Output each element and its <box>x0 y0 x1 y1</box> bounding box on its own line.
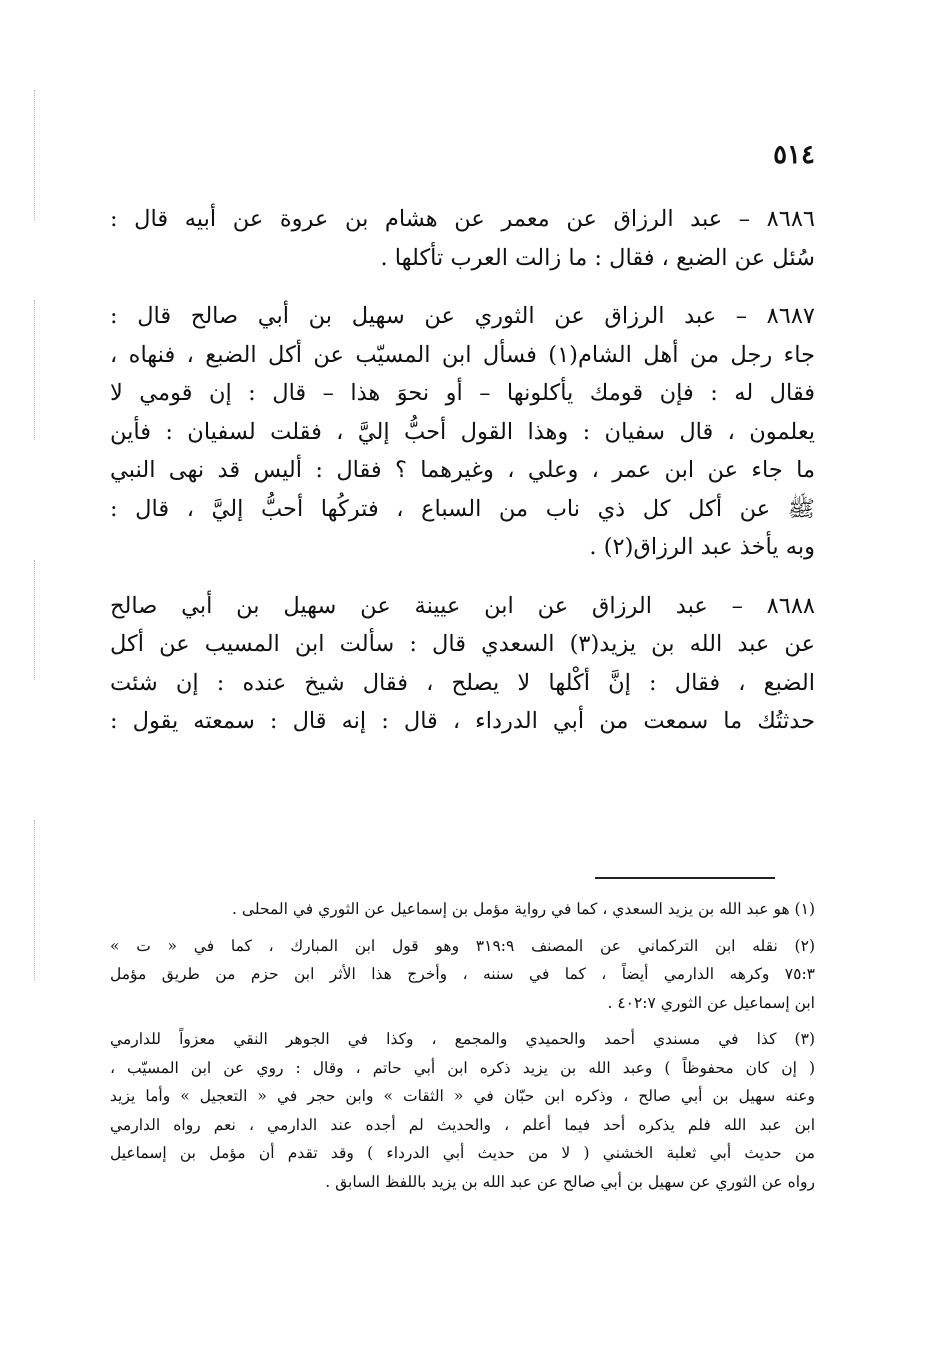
footnote-line: (٢) نقله ابن التركماني عن المصنف ٣١٩:٩ وهو قول ابن المبارك ، كما في « ت » <box>110 936 815 955</box>
scan-edge-mark <box>34 560 36 680</box>
scan-edge-mark <box>34 300 36 440</box>
footnote-3 <box>110 1025 815 1196</box>
footnote-line: من حديث أبي ثعلبة الخشني ( لا من حديث أبي الدرداء ) وقد تقدم أن مؤمل بن إسماعيل <box>110 1144 815 1162</box>
hadith-entry-8687 <box>110 297 815 567</box>
scan-edge-mark <box>34 90 36 220</box>
footnote-line: رواه عن الثوري عن سهيل بن أبي صالح عن عبد الله بن يزيد باللفظ السابق . <box>325 1172 815 1191</box>
footnote-line: (٣) كذا في مسندي أحمد والحميدي والمجمع ، وكذا في الجوهر النقي معزواً للدارمي <box>110 1030 815 1048</box>
text-line: جاء رجل من أهل الشام(١) فسأل ابن المسيّب عن أكل الضبع ، فنهاه ، <box>110 341 815 368</box>
text-line: سُئل عن الضبع ، فقال : ما زالت العرب تأكلها . <box>380 244 815 271</box>
hadith-entry-8686 <box>110 200 815 277</box>
text-line: فقال له : فإن قومك يأكلونها – أو نحوَ هذا – قال : إن قومي لا <box>110 380 815 406</box>
text-line: الضبع ، فقال : إنَّ أكْلها لا يصلح ، فقال شيخ عنده : إن شئت <box>110 669 815 696</box>
footnote-line: ( إن كان محفوظاً ) وعبد الله بن يزيد ذكره ابن أبي حاتم ، وقال : روي عن ابن المسيّب ، <box>110 1058 815 1077</box>
text-line: ٨٦٨٨ – عبد الرزاق عن ابن عيينة عن سهيل بن أبي صالح <box>110 592 815 619</box>
text-line: عن عبد الله بن يزيد(٣) السعدي قال : سألت ابن المسيب عن أكل <box>110 631 815 657</box>
footnote-line: وعنه سهيل بن أبي صالح ، وذكره ابن حبّان في « الثقات » وابن حجر في « التعجيل » وأما يزيد <box>110 1087 815 1105</box>
footnote-line: (١) هو عبد الله بن يزيد السعدي ، كما في رواية مؤمل بن إسماعيل عن الثوري في المحلى . <box>232 900 815 918</box>
main-text <box>110 200 815 761</box>
footnote-line: ابن إسماعيل عن الثوري ٤٠٢:٧ . <box>607 993 815 1012</box>
hadith-entry-8688 <box>110 587 815 741</box>
footnote-2 <box>110 932 815 1018</box>
text-line: ﷺ عن أكل كل ذي ناب من السباع ، فتركُها أحبُّ إليَّ ، قال : <box>110 495 815 522</box>
text-line: حدثتُك ما سمعت من أبي الدرداء ، قال : إنه قال : سمعته يقول : <box>110 708 815 734</box>
text-line: وبه يأخذ عبد الرزاق(٢) . <box>589 534 815 560</box>
text-line: ٨٦٨٧ – عبد الرزاق عن الثوري عن سهيل بن أبي صالح قال : <box>110 303 815 329</box>
footnote-divider <box>595 877 775 879</box>
text-line: يعلمون ، قال سفيان : وهذا القول أحبُّ إليَّ ، فقلت لسفيان : فأين <box>110 418 815 445</box>
footnotes <box>110 895 815 1204</box>
footnote-line: ٧٥:٣ وكرهه الدارمي أيضاً ، كما في سننه ، وأخرج هذا الأثر ابن حزم من طريق مؤمل <box>110 965 815 983</box>
text-line: ٨٦٨٦ – عبد الرزاق عن معمر عن هشام بن عروة عن أبيه قال : <box>110 206 815 232</box>
footnote-1 <box>110 895 815 924</box>
scan-edge-mark <box>34 820 36 980</box>
text-line: ما جاء عن ابن عمر ، وعلي ، وغيرهما ؟ فقال : أليس قد نهى النبي <box>110 457 815 483</box>
footnote-line: ابن عبد الله فلم يذكره أحد فيما أعلم ، والحديث لم أجده عند الدارمي ، نعم رواه الدارمي <box>110 1115 815 1134</box>
page-number: ٥١٤ <box>773 140 815 170</box>
